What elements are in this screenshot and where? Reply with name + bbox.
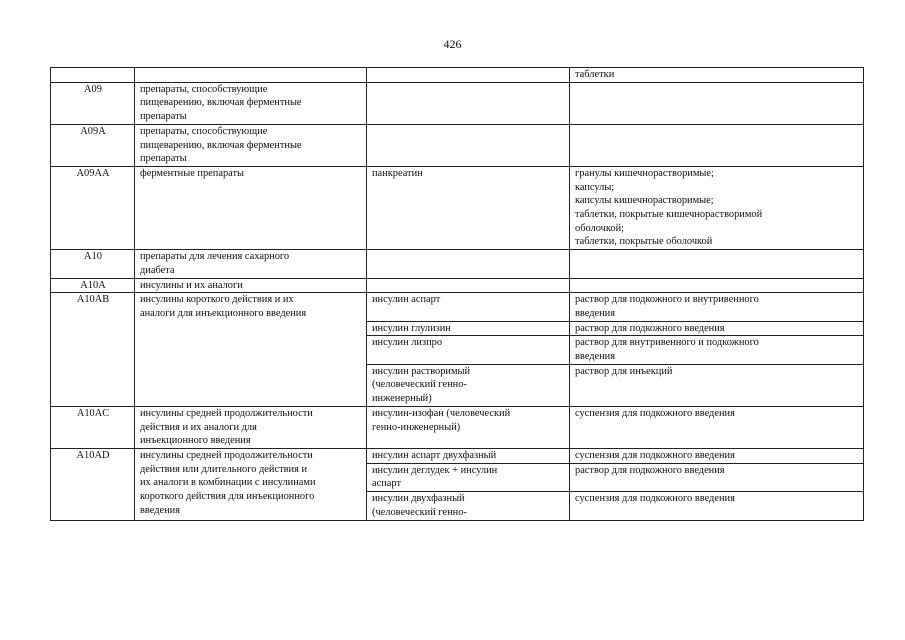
dosage-form-cell-line: раствор для подкожного и внутривенного: [575, 294, 759, 306]
group-name-cell-line: пищеварению, включая ферментные: [140, 97, 302, 109]
dosage-form-cell-line: суспензия для подкожного введения: [575, 407, 735, 419]
group-name-cell-line: аналоги для инъекционного введения: [140, 307, 307, 319]
dosage-form-cell: [570, 293, 864, 321]
drug-classification-table: [50, 67, 864, 521]
dosage-form-cell-line: капсулы кишечнорастворимые;: [575, 195, 714, 207]
group-name-cell-line: препараты: [140, 111, 187, 123]
atc-code-cell: A10AB: [51, 293, 135, 407]
substance-cell: [367, 492, 570, 520]
substance-cell-line: инсулин лизпро: [372, 337, 443, 349]
substance-cell: [367, 250, 570, 278]
substance-cell: [367, 448, 570, 463]
dosage-form-cell-line: раствор для внутривенного и подкожного: [575, 337, 759, 349]
dosage-form-cell-line: капсулы;: [575, 181, 615, 193]
group-name-cell: [135, 82, 367, 124]
group-name-cell: [135, 293, 367, 407]
dosage-form-cell-line: раствор для инъекций: [575, 365, 673, 377]
substance-cell: [367, 406, 570, 448]
dosage-form-cell-line: таблетки: [575, 69, 615, 80]
table-row: [51, 68, 864, 83]
group-name-cell: [135, 68, 367, 83]
dosage-form-cell-line: раствор для подкожного введения: [575, 464, 725, 476]
group-name-cell-line: инсулины короткого действия и их: [140, 294, 294, 306]
atc-code-cell: A09A: [51, 124, 135, 166]
substance-cell-line: инсулин-изофан (человеческий: [372, 407, 511, 419]
dosage-form-cell-line: введения: [575, 307, 616, 319]
group-name-cell-line: инъекционного введения: [140, 435, 251, 447]
dosage-form-cell-line: таблетки, покрытые оболочкой: [575, 236, 713, 248]
dosage-form-cell: [570, 463, 864, 491]
substance-cell-line: инсулин двухфазный: [372, 493, 465, 505]
substance-cell-line: (человеческий генно-: [372, 506, 467, 518]
table-row: [51, 293, 864, 321]
table-row: [51, 124, 864, 166]
atc-code-cell: A10AC: [51, 406, 135, 448]
group-name-cell: [135, 448, 367, 520]
dosage-form-cell: [570, 406, 864, 448]
group-name-cell-line: введения: [140, 504, 181, 516]
dosage-form-cell-line: таблетки, покрытые кишечнорастворимой: [575, 209, 763, 221]
substance-cell: [367, 68, 570, 83]
group-name-cell-line: препараты, способствующие: [140, 125, 268, 137]
substance-cell-line: инженерный): [372, 393, 432, 405]
substance-cell-line: инсулин растворимый: [372, 365, 471, 377]
dosage-form-cell: [570, 124, 864, 166]
substance-cell: [367, 82, 570, 124]
dosage-form-cell-line: суспензия для подкожного введения: [575, 493, 735, 505]
group-name-cell-line: препараты: [140, 153, 187, 165]
dosage-form-cell: [570, 68, 864, 83]
substance-cell-line: (человеческий генно-: [372, 379, 467, 391]
substance-cell-line: инсулин глулизин: [372, 322, 451, 334]
atc-code-cell: A09: [51, 82, 135, 124]
substance-cell: [367, 166, 570, 249]
dosage-form-cell: [570, 250, 864, 278]
group-name-cell-line: инсулины средней продолжительности: [140, 449, 313, 461]
dosage-form-cell-line: оболочкой;: [575, 222, 625, 234]
dosage-form-cell: [570, 448, 864, 463]
dosage-form-cell: [570, 166, 864, 249]
substance-cell-line: панкреатин: [372, 167, 423, 179]
dosage-form-cell: [570, 278, 864, 293]
dosage-form-cell: [570, 82, 864, 124]
group-name-cell-line: инсулины и их аналоги: [140, 279, 243, 291]
table-row: [51, 278, 864, 293]
substance-cell: [367, 463, 570, 491]
substance-cell: [367, 321, 570, 336]
substance-cell: [367, 336, 570, 364]
atc-code-cell: A10A: [51, 278, 135, 293]
substance-cell: [367, 278, 570, 293]
group-name-cell-line: действия и их аналоги для: [140, 421, 257, 433]
substance-cell-line: аспарт: [372, 478, 401, 490]
substance-cell: [367, 124, 570, 166]
group-name-cell-line: инсулины средней продолжительности: [140, 407, 313, 419]
group-name-cell-line: их аналоги в комбинации с инсулинами: [140, 477, 316, 489]
dosage-form-cell: [570, 336, 864, 364]
group-name-cell: [135, 124, 367, 166]
group-name-cell: [135, 166, 367, 249]
group-name-cell-line: препараты для лечения сахарного: [140, 251, 290, 263]
group-name-cell: [135, 278, 367, 293]
group-name-cell-line: ферментные препараты: [140, 167, 245, 179]
atc-code-cell: A10: [51, 250, 135, 278]
substance-cell-line: инсулин аспарт: [372, 294, 441, 306]
dosage-form-cell: [570, 364, 864, 406]
group-name-cell: [135, 406, 367, 448]
group-name-cell-line: пищеварению, включая ферментные: [140, 139, 302, 151]
substance-cell: [367, 293, 570, 321]
table-row: [51, 250, 864, 278]
group-name-cell: [135, 250, 367, 278]
dosage-form-cell-line: суспензия для подкожного введения: [575, 449, 735, 461]
table-row: [51, 448, 864, 463]
group-name-cell-line: диабета: [140, 264, 175, 276]
dosage-form-cell-line: раствор для подкожного введения: [575, 322, 725, 334]
dosage-form-cell-line: гранулы кишечнорастворимые;: [575, 167, 714, 179]
atc-code-cell: [51, 68, 135, 83]
table-row: [51, 166, 864, 249]
table-row: [51, 406, 864, 448]
page-number: 426: [443, 37, 462, 51]
substance-cell-line: инсулин деглудек + инсулин: [372, 464, 498, 476]
dosage-form-cell: [570, 321, 864, 336]
group-name-cell-line: короткого действия для инъекционного: [140, 491, 315, 503]
dosage-form-cell: [570, 492, 864, 520]
atc-code-cell: A09AA: [51, 166, 135, 249]
substance-cell-line: инсулин аспарт двухфазный: [372, 449, 497, 461]
group-name-cell-line: препараты, способствующие: [140, 83, 268, 95]
atc-code-cell: A10AD: [51, 448, 135, 520]
substance-cell: [367, 364, 570, 406]
table-row: [51, 82, 864, 124]
dosage-form-cell-line: введения: [575, 351, 616, 363]
group-name-cell-line: действия или длительного действия и: [140, 463, 308, 475]
substance-cell-line: генно-инженерный): [372, 421, 461, 433]
